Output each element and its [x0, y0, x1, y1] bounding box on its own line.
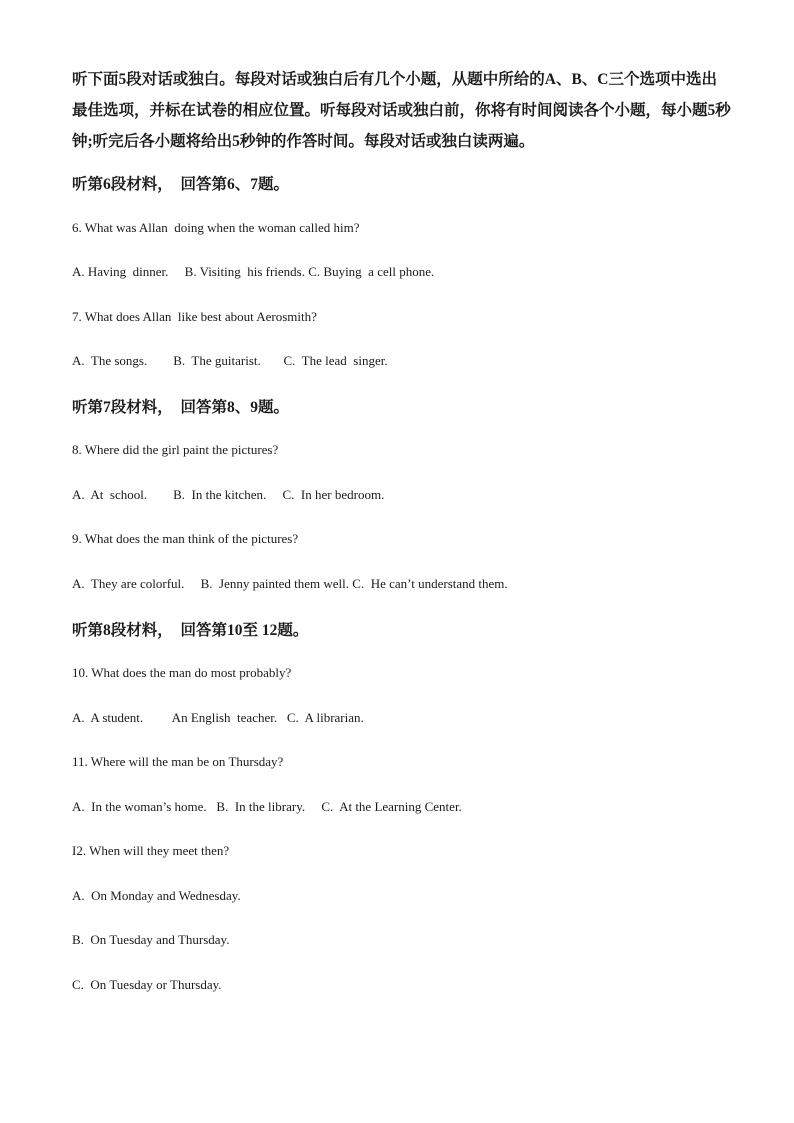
section-instructions: 听下面5段对话或独白。每段对话或独白后有几个小题，从题中所给的A、B、C三个选项中选出最佳选项，并标在试卷的相应位置。听每段对话或独白前，你将有时间阅读各个小题，每小题5秒钟;听完后各小题将给出5秒钟的作答时间。每段对话或独白读两遍。 — [72, 71, 731, 150]
question-12-option-a: A. On Monday and Wednesday. — [72, 888, 241, 903]
question-8-options: A. At school. B. In the kitchen. C. In her bedroom. — [72, 487, 385, 502]
question-12-stem: I2. When will they meet then? — [72, 843, 230, 858]
question-8-stem: 8. Where did the girl paint the pictures? — [72, 442, 279, 457]
section-heading-8: 听第8段材料， 回答第10至 12题。 — [72, 622, 309, 639]
question-6-options: A. Having dinner. B. Visiting his friends. C. Buying a cell phone. — [72, 264, 435, 279]
question-12-option-c: C. On Tuesday or Thursday. — [72, 977, 222, 992]
question-7-options: A. The songs. B. The guitarist. C. The lead singer. — [72, 353, 388, 368]
question-12-option-b: B. On Tuesday and Thursday. — [72, 932, 230, 947]
question-7-stem: 7. What does Allan like best about Aerosmith? — [72, 309, 317, 324]
question-11-options: A. In the woman’s home. B. In the library. C. At the Learning Center. — [72, 799, 462, 814]
question-9-stem: 9. What does the man think of the pictures? — [72, 531, 299, 546]
section-heading-6: 听第6段材料， 回答第6、7题。 — [72, 176, 290, 193]
section-heading-7: 听第7段材料， 回答第8、9题。 — [72, 399, 290, 416]
question-10-options: A. A student. An English teacher. C. A librarian. — [72, 710, 364, 725]
question-6-stem: 6. What was Allan doing when the woman called him? — [72, 220, 360, 235]
question-9-options: A. They are colorful. B. Jenny painted them well. C. He can’t understand them. — [72, 576, 508, 591]
question-10-stem: 10. What does the man do most probably? — [72, 665, 292, 680]
question-11-stem: 11. Where will the man be on Thursday? — [72, 754, 284, 769]
